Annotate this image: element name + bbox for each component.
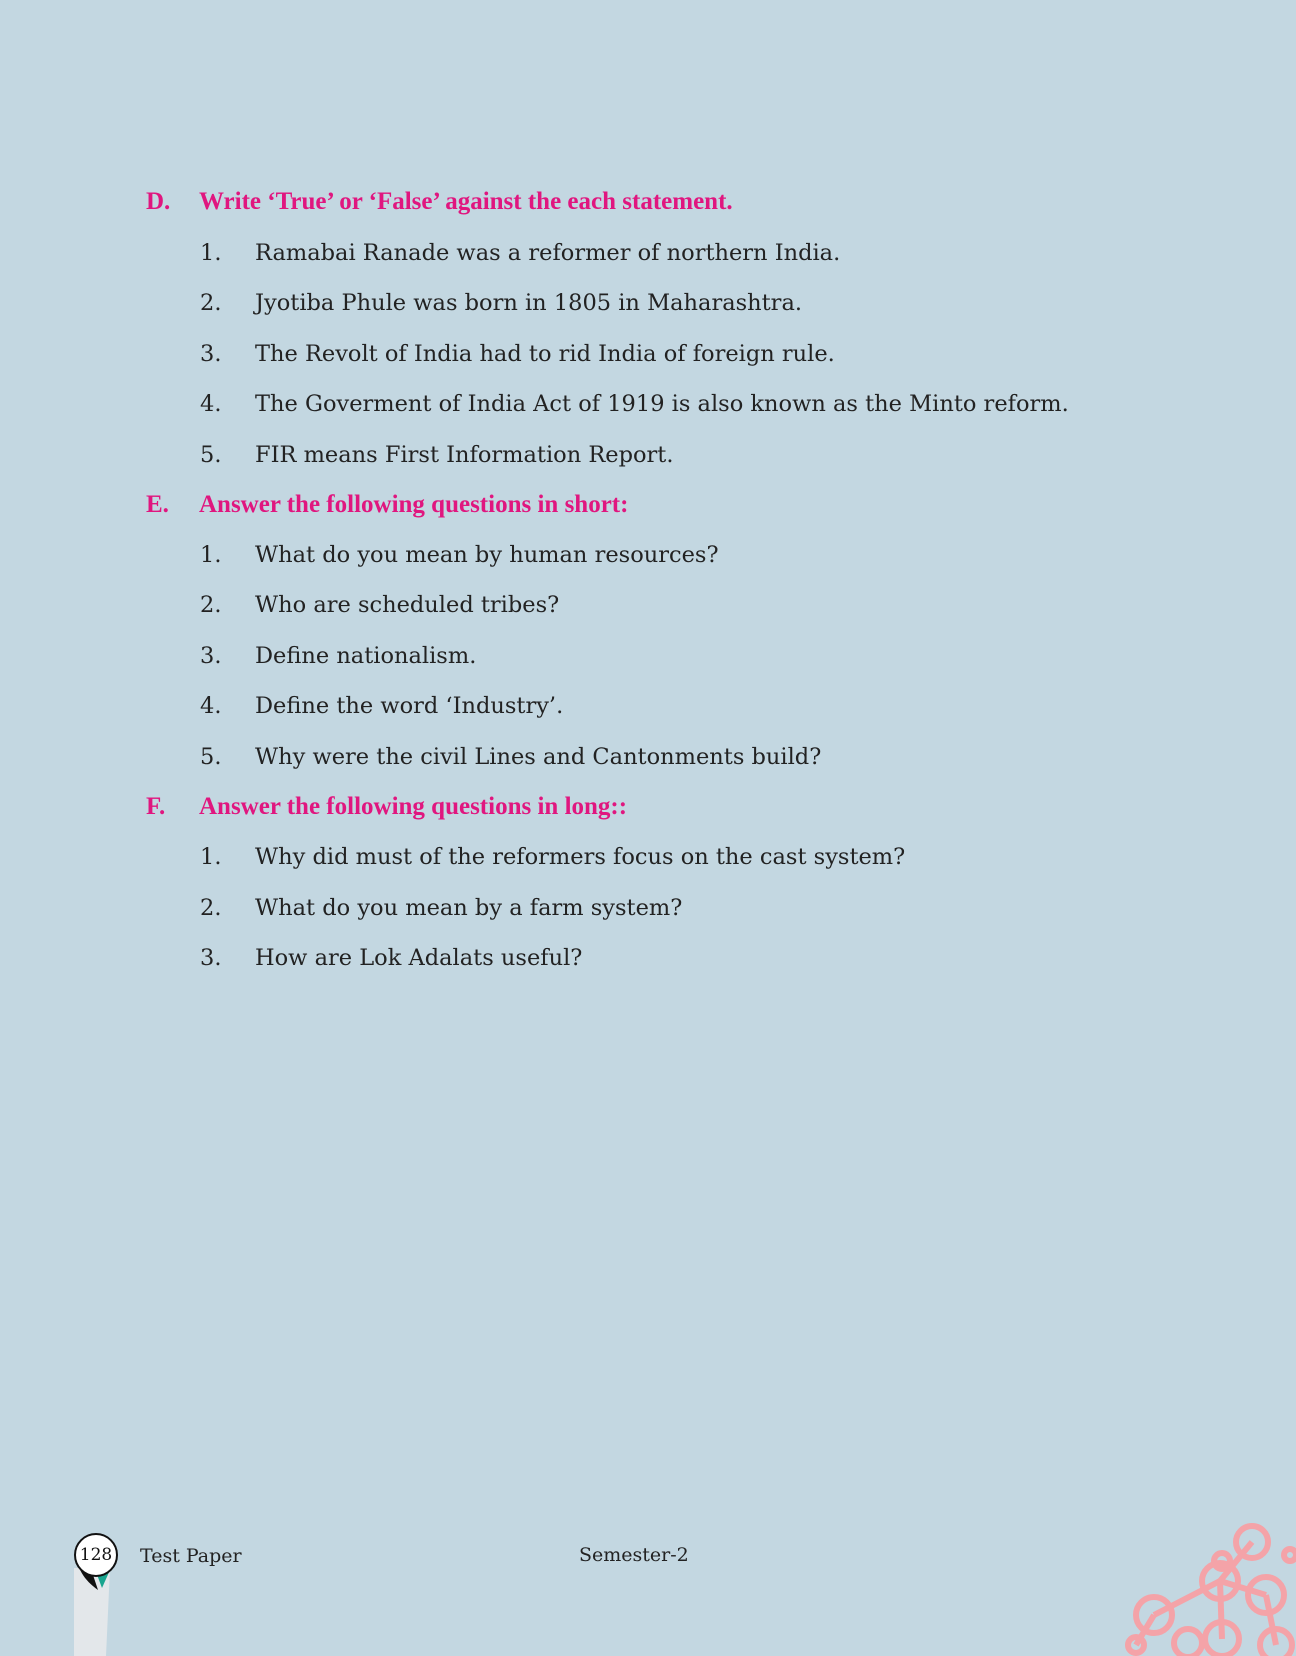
question-e-2 — [200, 592, 559, 618]
question-e-3 — [200, 643, 476, 669]
question-d-5 — [200, 442, 674, 468]
question-d-2 — [200, 290, 802, 316]
question-text: Jyotiba Phule was born in 1805 in Maharashtra. — [255, 290, 803, 316]
question-text: The Goverment of India Act of 1919 is also known as the Minto reform. — [255, 391, 1069, 417]
question-text: Who are scheduled tribes? — [255, 592, 560, 618]
question-number: 2. — [200, 895, 222, 921]
footer-title: Test Paper — [140, 1545, 242, 1567]
question-text: FIR means First Information Report. — [255, 442, 674, 468]
question-number: 1. — [200, 240, 222, 266]
question-text: Why were the civil Lines and Cantonments build? — [255, 744, 822, 770]
section-e-heading — [146, 491, 628, 519]
question-number: 4. — [200, 391, 222, 417]
question-number: 1. — [200, 542, 222, 568]
question-e-5 — [200, 744, 821, 770]
question-text: Define nationalism. — [255, 643, 477, 669]
question-d-4 — [200, 391, 1069, 417]
section-d-heading — [146, 188, 733, 216]
section-e-letter: E. — [146, 491, 169, 518]
question-text: The Revolt of India had to rid India of foreign rule. — [255, 341, 835, 367]
question-number: 2. — [200, 592, 222, 618]
question-number: 5. — [200, 442, 222, 468]
question-f-3 — [200, 945, 582, 971]
question-number: 4. — [200, 693, 222, 719]
question-number: 5. — [200, 744, 222, 770]
question-d-3 — [200, 341, 835, 367]
section-f-heading — [146, 793, 627, 821]
question-text: Ramabai Ranade was a reformer of northern India. — [255, 240, 841, 266]
question-e-4 — [200, 693, 563, 719]
question-text: What do you mean by a farm system? — [255, 895, 683, 921]
question-number: 3. — [200, 341, 222, 367]
question-e-1 — [200, 542, 719, 568]
decorative-bubbles — [1120, 1515, 1296, 1656]
question-number: 3. — [200, 643, 222, 669]
question-text: Why did must of the reformers focus on the cast system? — [255, 844, 906, 870]
section-f-letter: F. — [146, 793, 166, 820]
question-text: What do you mean by human resources? — [255, 542, 719, 568]
section-f-title: Answer the following questions in long:: — [199, 793, 628, 820]
section-d-letter: D. — [146, 188, 171, 215]
page-number: 128 — [74, 1533, 118, 1577]
section-d-title: Write ‘True’ or ‘False’ against the each statement. — [199, 188, 733, 215]
question-text: How are Lok Adalats useful? — [255, 945, 583, 971]
question-number: 3. — [200, 945, 222, 971]
question-number: 1. — [200, 844, 222, 870]
question-text: Define the word ‘Industry’. — [255, 693, 564, 719]
question-d-1 — [200, 240, 840, 266]
question-f-2 — [200, 895, 682, 921]
footer-semester: Semester-2 — [579, 1544, 689, 1566]
question-f-1 — [200, 844, 905, 870]
question-number: 2. — [200, 290, 222, 316]
section-e-title: Answer the following questions in short: — [199, 491, 629, 518]
